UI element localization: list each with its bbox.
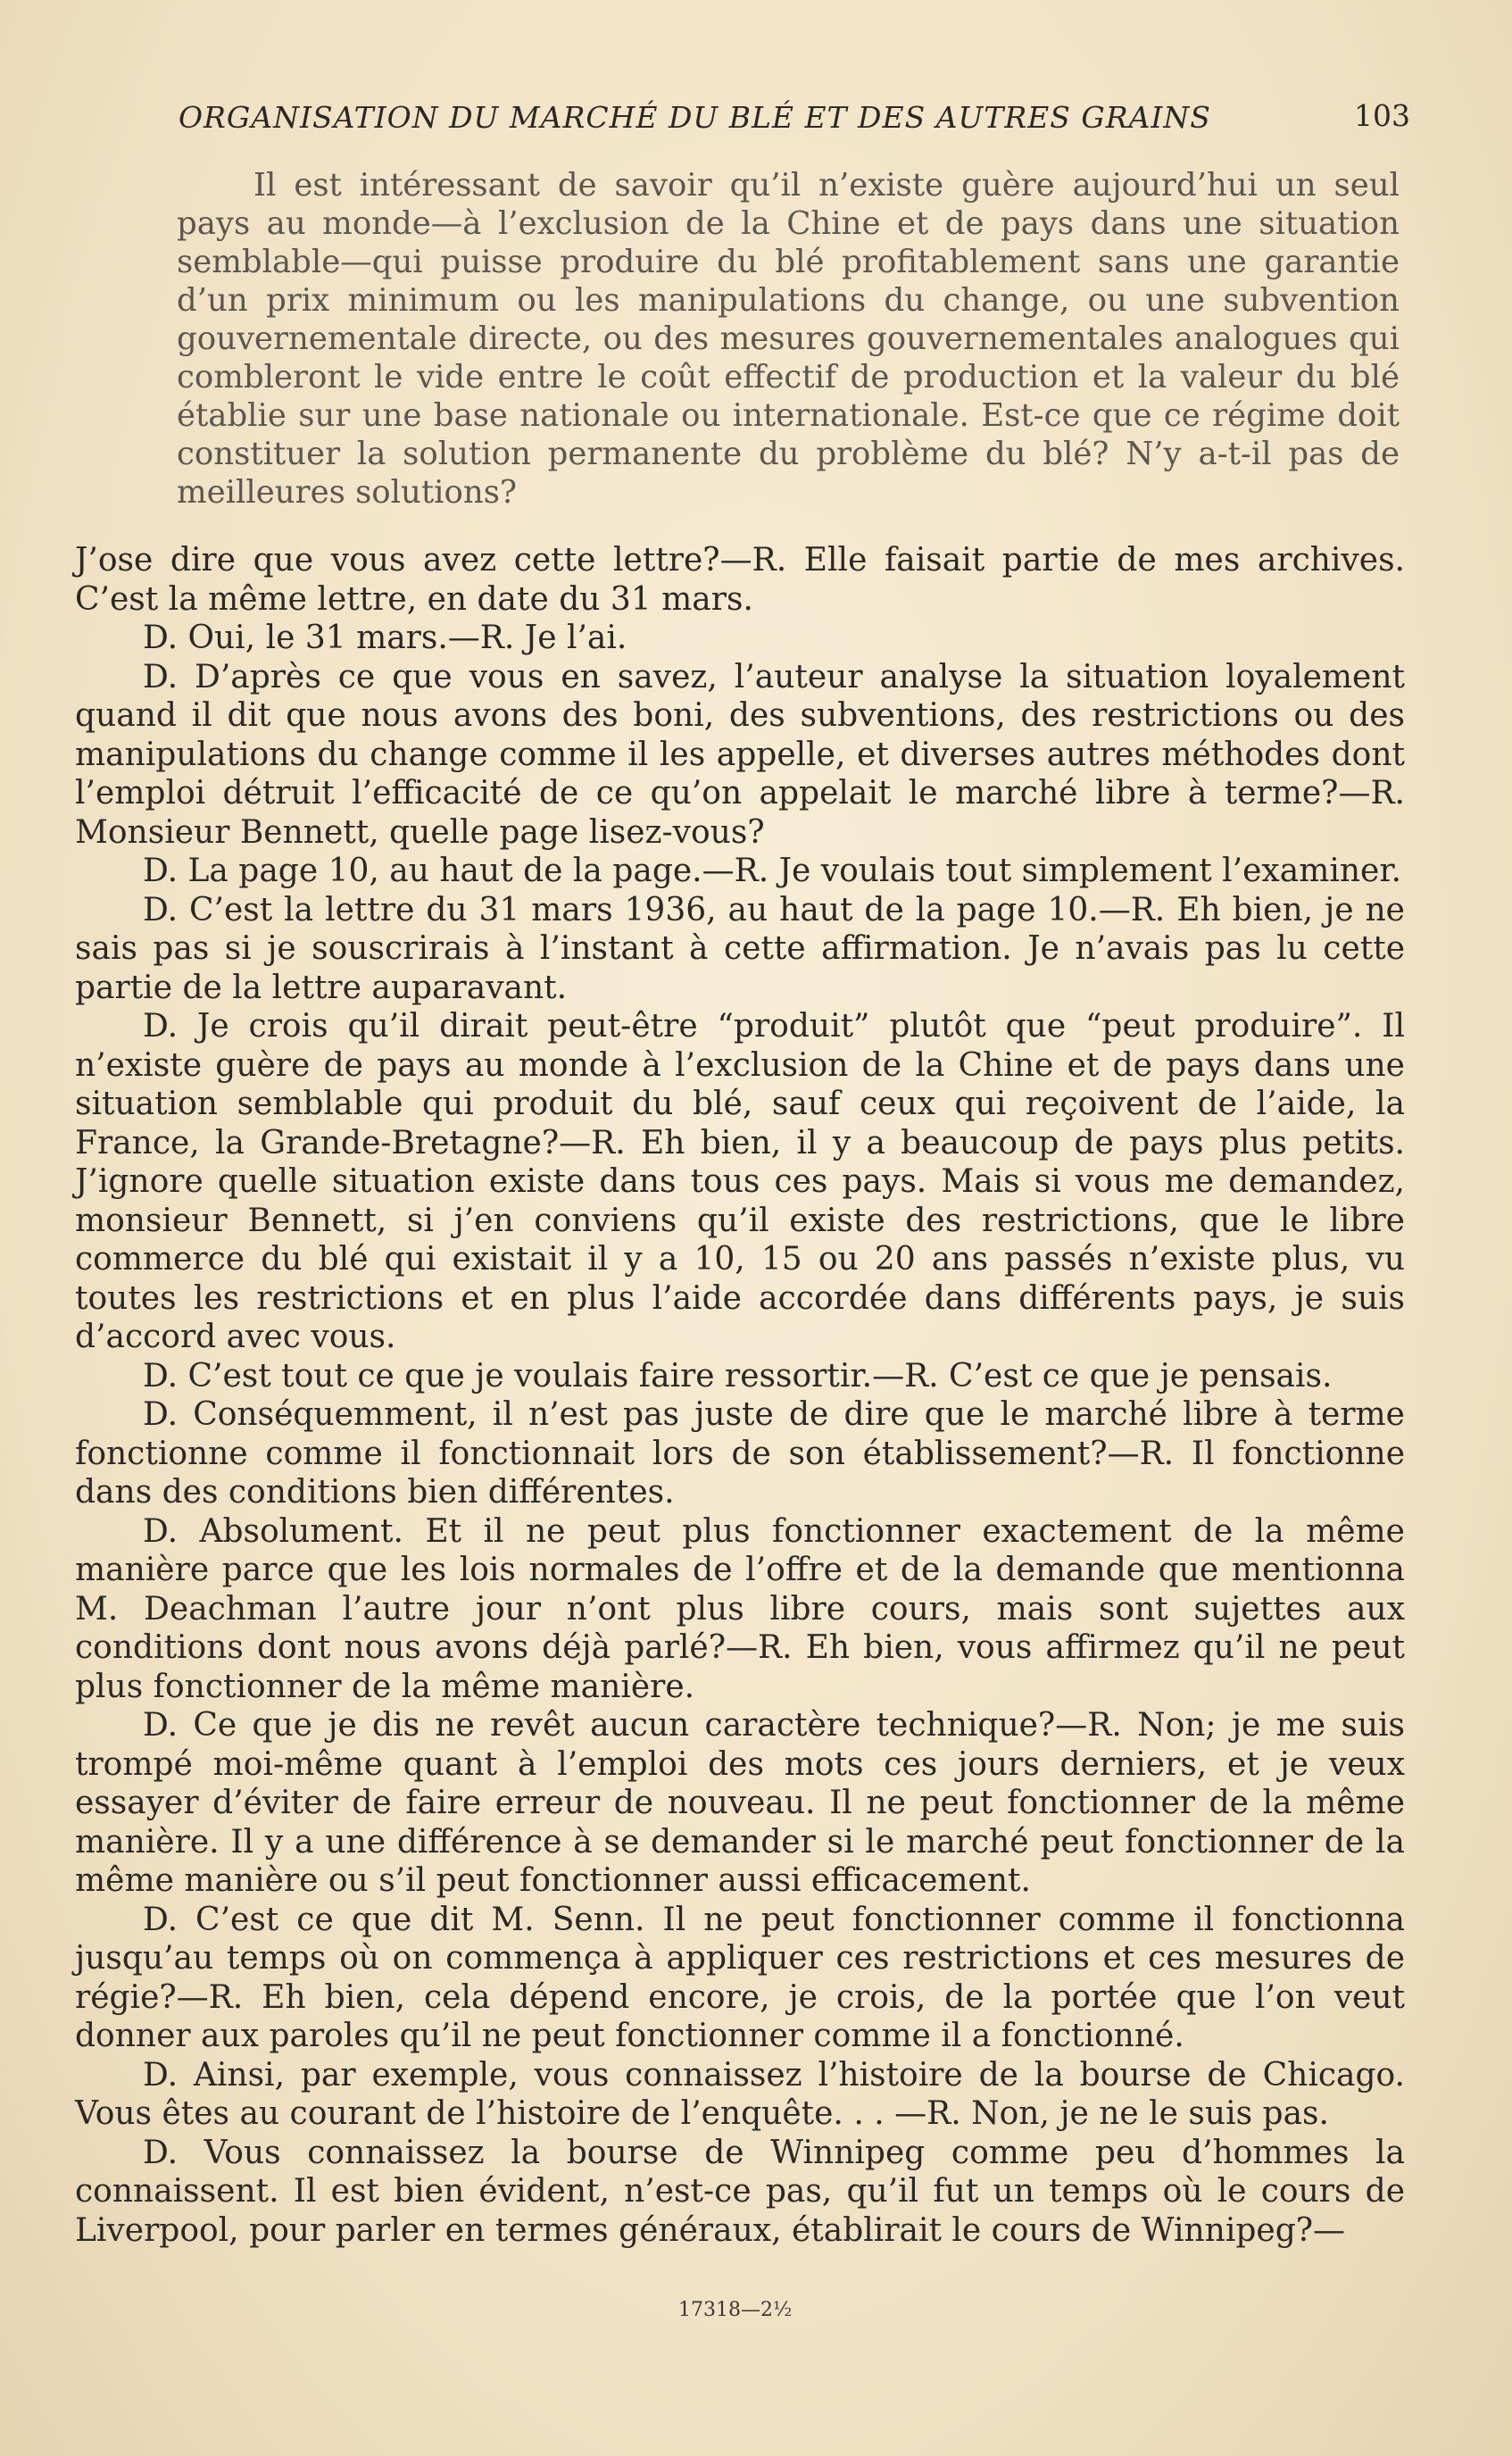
paragraph: D. C’est ce que dit M. Senn. Il ne peut fonctionner comme il fonctionna jusqu’au temps où on commença à appliquer ces restrictions et ces mesures de régie?—R. Eh bien, cela dépend encore, je crois, de la portée que l’on veut donner aux paroles qu’il ne peut fonctionner comme il a fonctionné. [75,1901,1405,2054]
page-number: 103 [1354,98,1410,133]
paragraph: D. C’est tout ce que je voulais faire ressortir.—R. C’est ce que je pensais. [143,1357,1333,1395]
signature-code: 17318—2½ [678,2299,793,2321]
paragraph: D. Conséquemment, il n’est pas juste de dire que le marché libre à terme fonctionne comme il fonctionnait lors de son établissement?—R. Il fonctionne dans des conditions bien différentes. [75,1396,1405,1511]
page-header [179,89,1410,143]
paragraph: J’ose dire que vous avez cette lettre?—R. Elle faisait partie de mes archives. C’est la même lettre, en date du 31 mars. [75,542,1405,618]
paragraph: D. Oui, le 31 mars.—R. Je l’ai. [143,620,627,656]
paragraph: D. Absolument. Et il ne peut plus fonctionner exactement de la même manière parce que les lois normales de l’offre et de la demande que mentionna M. Deachman l’autre jour n’ont plus libre cours, mais sont sujettes aux conditions dont nous avons déjà parlé?—R. Eh bien, vous affirmez qu’il ne peut plus fonctionner de la même manière. [75,1512,1405,1705]
paragraph: D. D’après ce que vous en savez, l’auteur analyse la situation loyalement quand il dit que nous avons des boni, des subventions, des restrictions ou des manipulations du change comme il les appelle, et diverses autres méthodes dont l’emploi détruit l’efficacité de ce qu’on appelait le marché libre à terme?—R. Monsieur Bennett, quelle page lisez-vous? [75,658,1405,851]
paragraph: D. Je crois qu’il dirait peut-être “produit” plutôt que “peut produire”. Il n’existe guère de pays au monde à l’exclusion de la Chine et de pays dans une situation semblable qui produit du blé, sauf ceux qui reçoivent de l’aide, la France, la Grande-Bretagne?—R. Eh bien, il y a beaucoup de pays plus petits. J’ignore quelle situation existe dans tous ces pays. Mais si vous me demandez, monsieur Bennett, si j’en conviens qu’il existe des restrictions, que le libre commerce du blé qui existait il y a 10, 15 ou 20 ans passés n’existe plus, vu toutes les restrictions et en plus l’aide accordée dans différents pays, je suis d’accord avec vous. [75,1008,1405,1355]
quoted-passage: Il est intéressant de savoir qu’il n’existe guère aujourd’hui un seul pays au monde—à l’exclusion de la Chine et de pays dans une situation semblable—qui puisse produire du blé profitablement sans une garantie d’un prix minimum ou les manipulations du change, ou une subvention gouvernementale directe, ou des mesures gouvernementales analogues qui combleront le vide entre le coût effectif de production et la valeur du blé établie sur une base nationale ou internationale. Est-ce que ce régime doit constituer la solution permanente du problème du blé? N’y a-t-il pas de meilleures solutions? [177,167,1400,511]
testimony-body [75,541,1405,2250]
running-title: ORGANISATION DU MARCHÉ DU BLÉ ET DES AUTRES GRAINS [179,100,1211,135]
paragraph: D. Ce que je dis ne revêt aucun caractère technique?—R. Non; je me suis trompé moi-même quant à l’emploi des mots ces jours derniers, et je veux essayer d’éviter de faire erreur de nouveau. Il ne peut fonctionner de la même manière. Il y a une différence à se demander si le marché peut fonctionner de la même manière ou s’il peut fonctionner aussi efficacement. [75,1707,1405,1899]
paragraph: D. Ainsi, par exemple, vous connaissez l’histoire de la bourse de Chicago. Vous êtes au courant de l’histoire de l’enquête. . . —R. Non, je ne le suis pas. [75,2056,1405,2132]
paragraph: D. La page 10, au haut de la page.—R. Je voulais tout simplement l’examiner. [143,853,1402,889]
paragraph: D. C’est la lettre du 31 mars 1936, au haut de la page 10.—R. Eh bien, je ne sais pas si je souscrirais à l’instant à cette affirmation. Je n’avais pas lu cette partie de la lettre auparavant. [75,891,1405,1006]
paragraph: D. Vous connaissez la bourse de Winnipeg comme peu d’hommes la connaissent. Il est bien évident, n’est-ce pas, qu’il fut un temps où le cours de Liverpool, pour parler en termes généraux, établirait le cours de Winnipeg?— [75,2134,1405,2249]
